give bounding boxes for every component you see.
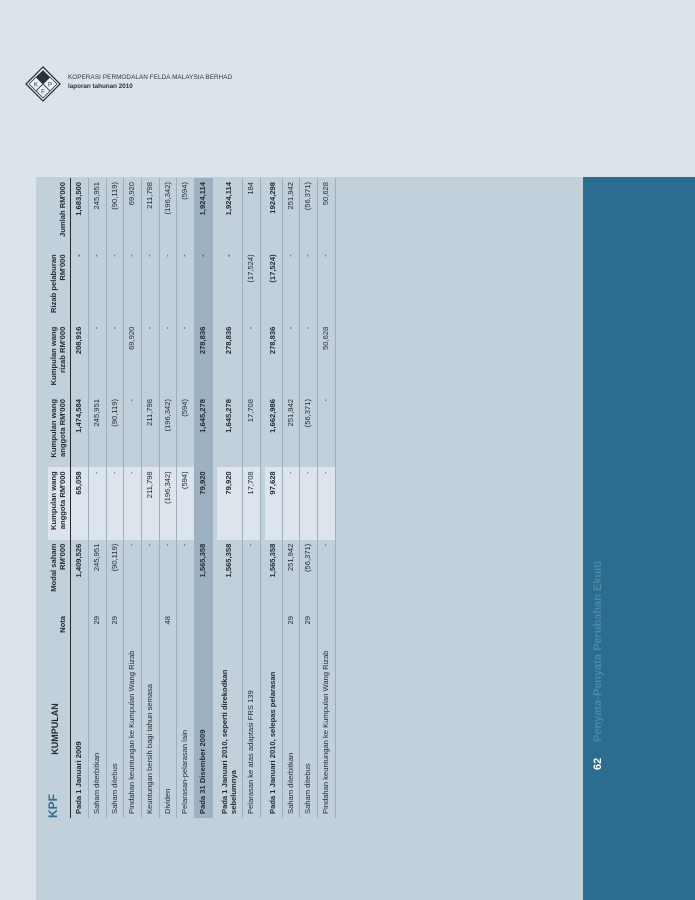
cell-value: 278,836 xyxy=(265,323,282,395)
cell-value: - xyxy=(141,540,159,612)
cell-value: - xyxy=(106,250,124,322)
table-row xyxy=(88,178,106,818)
row-label: Saham ditebus xyxy=(300,640,318,818)
equity-changes-table xyxy=(48,178,336,818)
cell-value: - xyxy=(243,323,261,395)
cell-value: 245,951 xyxy=(88,395,106,467)
row-nota xyxy=(265,612,282,640)
cell-value: (594) xyxy=(177,395,195,467)
column-header: Kumpulan wang rizab RM'000 xyxy=(49,326,67,386)
cell-value: (56,371) xyxy=(300,395,318,467)
column-header: Kumpulan wang anggota RM'000 xyxy=(48,467,71,539)
cell-value: (196,342) xyxy=(159,395,177,467)
cell-value: 1,645,278 xyxy=(195,395,213,467)
cell-value: 79,920 xyxy=(195,467,213,539)
cell-value: - xyxy=(106,323,124,395)
cell-value: (196,342) xyxy=(159,467,177,539)
column-header: Rizab pelaburan RM'000 xyxy=(49,254,67,314)
row-label: Saham diterbitkan xyxy=(282,640,300,818)
organization-name: KOPERASI PERMODALAN FELDA MALAYSIA BERHAD xyxy=(68,74,233,81)
cell-value: - xyxy=(124,540,142,612)
cell-value: - xyxy=(177,540,195,612)
table-row xyxy=(318,178,336,818)
row-nota: 29 xyxy=(282,612,300,640)
table-title: KUMPULAN xyxy=(50,703,60,755)
cell-value: - xyxy=(71,250,89,322)
cell-value: - xyxy=(124,250,142,322)
cell-value: (17,524) xyxy=(265,250,282,322)
cell-value: 1,924,114 xyxy=(217,178,243,250)
cell-value: (56,371) xyxy=(300,540,318,612)
row-nota xyxy=(71,612,89,640)
row-nota xyxy=(217,612,243,640)
cell-value: (17,524) xyxy=(243,250,261,322)
cell-value: (56,371) xyxy=(300,178,318,250)
row-nota xyxy=(318,612,336,640)
page-number: 62 xyxy=(592,757,604,770)
cell-value: 251,942 xyxy=(282,178,300,250)
row-label: Pelarasan-pelarasan lain xyxy=(177,640,195,818)
column-header-nota: Nota xyxy=(57,616,67,633)
cell-value: - xyxy=(141,323,159,395)
cell-value: 278,836 xyxy=(217,323,243,395)
cell-value: - xyxy=(124,467,142,539)
cell-value: - xyxy=(177,250,195,322)
cell-value: 1,683,500 xyxy=(71,178,89,250)
equity-table-container xyxy=(48,178,336,818)
cell-value: - xyxy=(300,250,318,322)
cell-value: - xyxy=(282,250,300,322)
cell-value: - xyxy=(318,395,336,467)
cell-value: 1924,298 xyxy=(265,178,282,250)
cell-value: 1,645,278 xyxy=(217,395,243,467)
cell-value: 211,798 xyxy=(141,467,159,539)
logo-letter: K xyxy=(33,82,39,89)
table-row xyxy=(177,178,195,818)
cell-value: - xyxy=(106,467,124,539)
table-row xyxy=(265,178,282,818)
column-header: Modal saham RM'000 xyxy=(49,543,67,592)
row-label: Keuntungan bersih bagi tahun semasa xyxy=(141,640,159,818)
cell-value: (594) xyxy=(177,467,195,539)
table-row xyxy=(243,178,261,818)
cell-value: 97,628 xyxy=(265,467,282,539)
row-nota xyxy=(177,612,195,640)
cell-value: 184 xyxy=(243,178,261,250)
row-label: Dividen xyxy=(159,640,177,818)
cell-value: 208,916 xyxy=(71,323,89,395)
cell-value: 79,920 xyxy=(217,467,243,539)
cell-value: - xyxy=(318,250,336,322)
cell-value: - xyxy=(300,467,318,539)
chapter-title: Penyata-Penyata Perubahan Ekuiti xyxy=(592,561,604,742)
cell-value: - xyxy=(88,250,106,322)
cell-value: 211,798 xyxy=(141,395,159,467)
cell-value: 278,836 xyxy=(195,323,213,395)
row-label: Pada 1 Januari 2010, seperti direkodkan sebelumnya xyxy=(217,640,243,818)
cell-value: - xyxy=(88,323,106,395)
cell-value: 69,920 xyxy=(124,323,142,395)
cell-value: 1,565,358 xyxy=(217,540,243,612)
cell-value: 1,474,584 xyxy=(71,395,89,467)
cell-value: - xyxy=(177,323,195,395)
column-header: Kumpulan wang anggota RM'000 xyxy=(49,399,67,458)
row-label: Pada 31 Disember 2009 xyxy=(195,640,213,818)
page-tag: KPF xyxy=(46,794,60,818)
rotated-page-content xyxy=(36,177,695,900)
cell-value: 251,942 xyxy=(282,540,300,612)
cell-value: 211,798 xyxy=(141,178,159,250)
cell-value: (196,342) xyxy=(159,178,177,250)
cell-value: 69,920 xyxy=(124,178,142,250)
cell-value: - xyxy=(318,540,336,612)
cell-value: (90,119) xyxy=(106,178,124,250)
cell-value: 1,409,526 xyxy=(71,540,89,612)
cell-value: - xyxy=(318,467,336,539)
row-nota xyxy=(141,612,159,640)
row-nota xyxy=(243,612,261,640)
row-nota xyxy=(124,612,142,640)
cell-value: 245,951 xyxy=(88,178,106,250)
cell-value: - xyxy=(159,540,177,612)
table-row xyxy=(159,178,177,818)
cell-value: 1,565,358 xyxy=(265,540,282,612)
table-row xyxy=(300,178,318,818)
cell-value: 17,708 xyxy=(243,467,261,539)
kpf-logo-icon xyxy=(25,66,61,102)
report-subtitle: laporan tahunan 2010 xyxy=(68,83,133,90)
row-label: Pindahan keuntungan ke Kumpulan Wang Rizab xyxy=(318,640,336,818)
cell-value: - xyxy=(300,323,318,395)
cell-value: - xyxy=(141,250,159,322)
row-label: Saham ditebus xyxy=(106,640,124,818)
cell-value: - xyxy=(282,467,300,539)
row-label: Pindahan keuntungan ke Kumpulan Wang Rizab xyxy=(124,640,142,818)
cell-value: 50,628 xyxy=(318,323,336,395)
table-row xyxy=(282,178,300,818)
table-row-total xyxy=(195,178,213,818)
cell-value: (594) xyxy=(177,178,195,250)
cell-value: 65,058 xyxy=(71,467,89,539)
row-label: Pada 1 Januari 2009 xyxy=(71,640,89,818)
cell-value: 251,942 xyxy=(282,395,300,467)
cell-value: (90,119) xyxy=(106,395,124,467)
table-header-row xyxy=(48,178,71,818)
logo-letter: P xyxy=(47,82,53,89)
row-label: Saham diterbitkan xyxy=(88,640,106,818)
cell-value: 1,565,358 xyxy=(195,540,213,612)
column-header: Jumlah RM'000 xyxy=(57,182,67,237)
row-nota: 29 xyxy=(300,612,318,640)
table-row xyxy=(217,178,243,818)
table-row xyxy=(124,178,142,818)
cell-value: - xyxy=(282,323,300,395)
row-label: Pelarasan ke atas adaptasi FRS 139 xyxy=(243,640,261,818)
row-nota xyxy=(195,612,213,640)
row-nota: 48 xyxy=(159,612,177,640)
table-row xyxy=(141,178,159,818)
cell-value: 245,951 xyxy=(88,540,106,612)
cell-value: 1,924,114 xyxy=(195,178,213,250)
table-row xyxy=(71,178,89,818)
cell-value: - xyxy=(217,250,243,322)
row-label: Pada 1 Januari 2010, selepas pelarasan xyxy=(265,640,282,818)
cell-value: - xyxy=(243,540,261,612)
cell-value: 17,708 xyxy=(243,395,261,467)
cell-value: 1,662,986 xyxy=(265,395,282,467)
row-nota: 29 xyxy=(88,612,106,640)
cell-value: - xyxy=(159,323,177,395)
logo-letter: F xyxy=(41,89,45,96)
table-row xyxy=(106,178,124,818)
cell-value: 50,628 xyxy=(318,178,336,250)
cell-value: - xyxy=(88,467,106,539)
row-nota: 29 xyxy=(106,612,124,640)
cell-value: (90,119) xyxy=(106,540,124,612)
cell-value: - xyxy=(159,250,177,322)
cell-value: - xyxy=(195,250,213,322)
cell-value: - xyxy=(124,395,142,467)
